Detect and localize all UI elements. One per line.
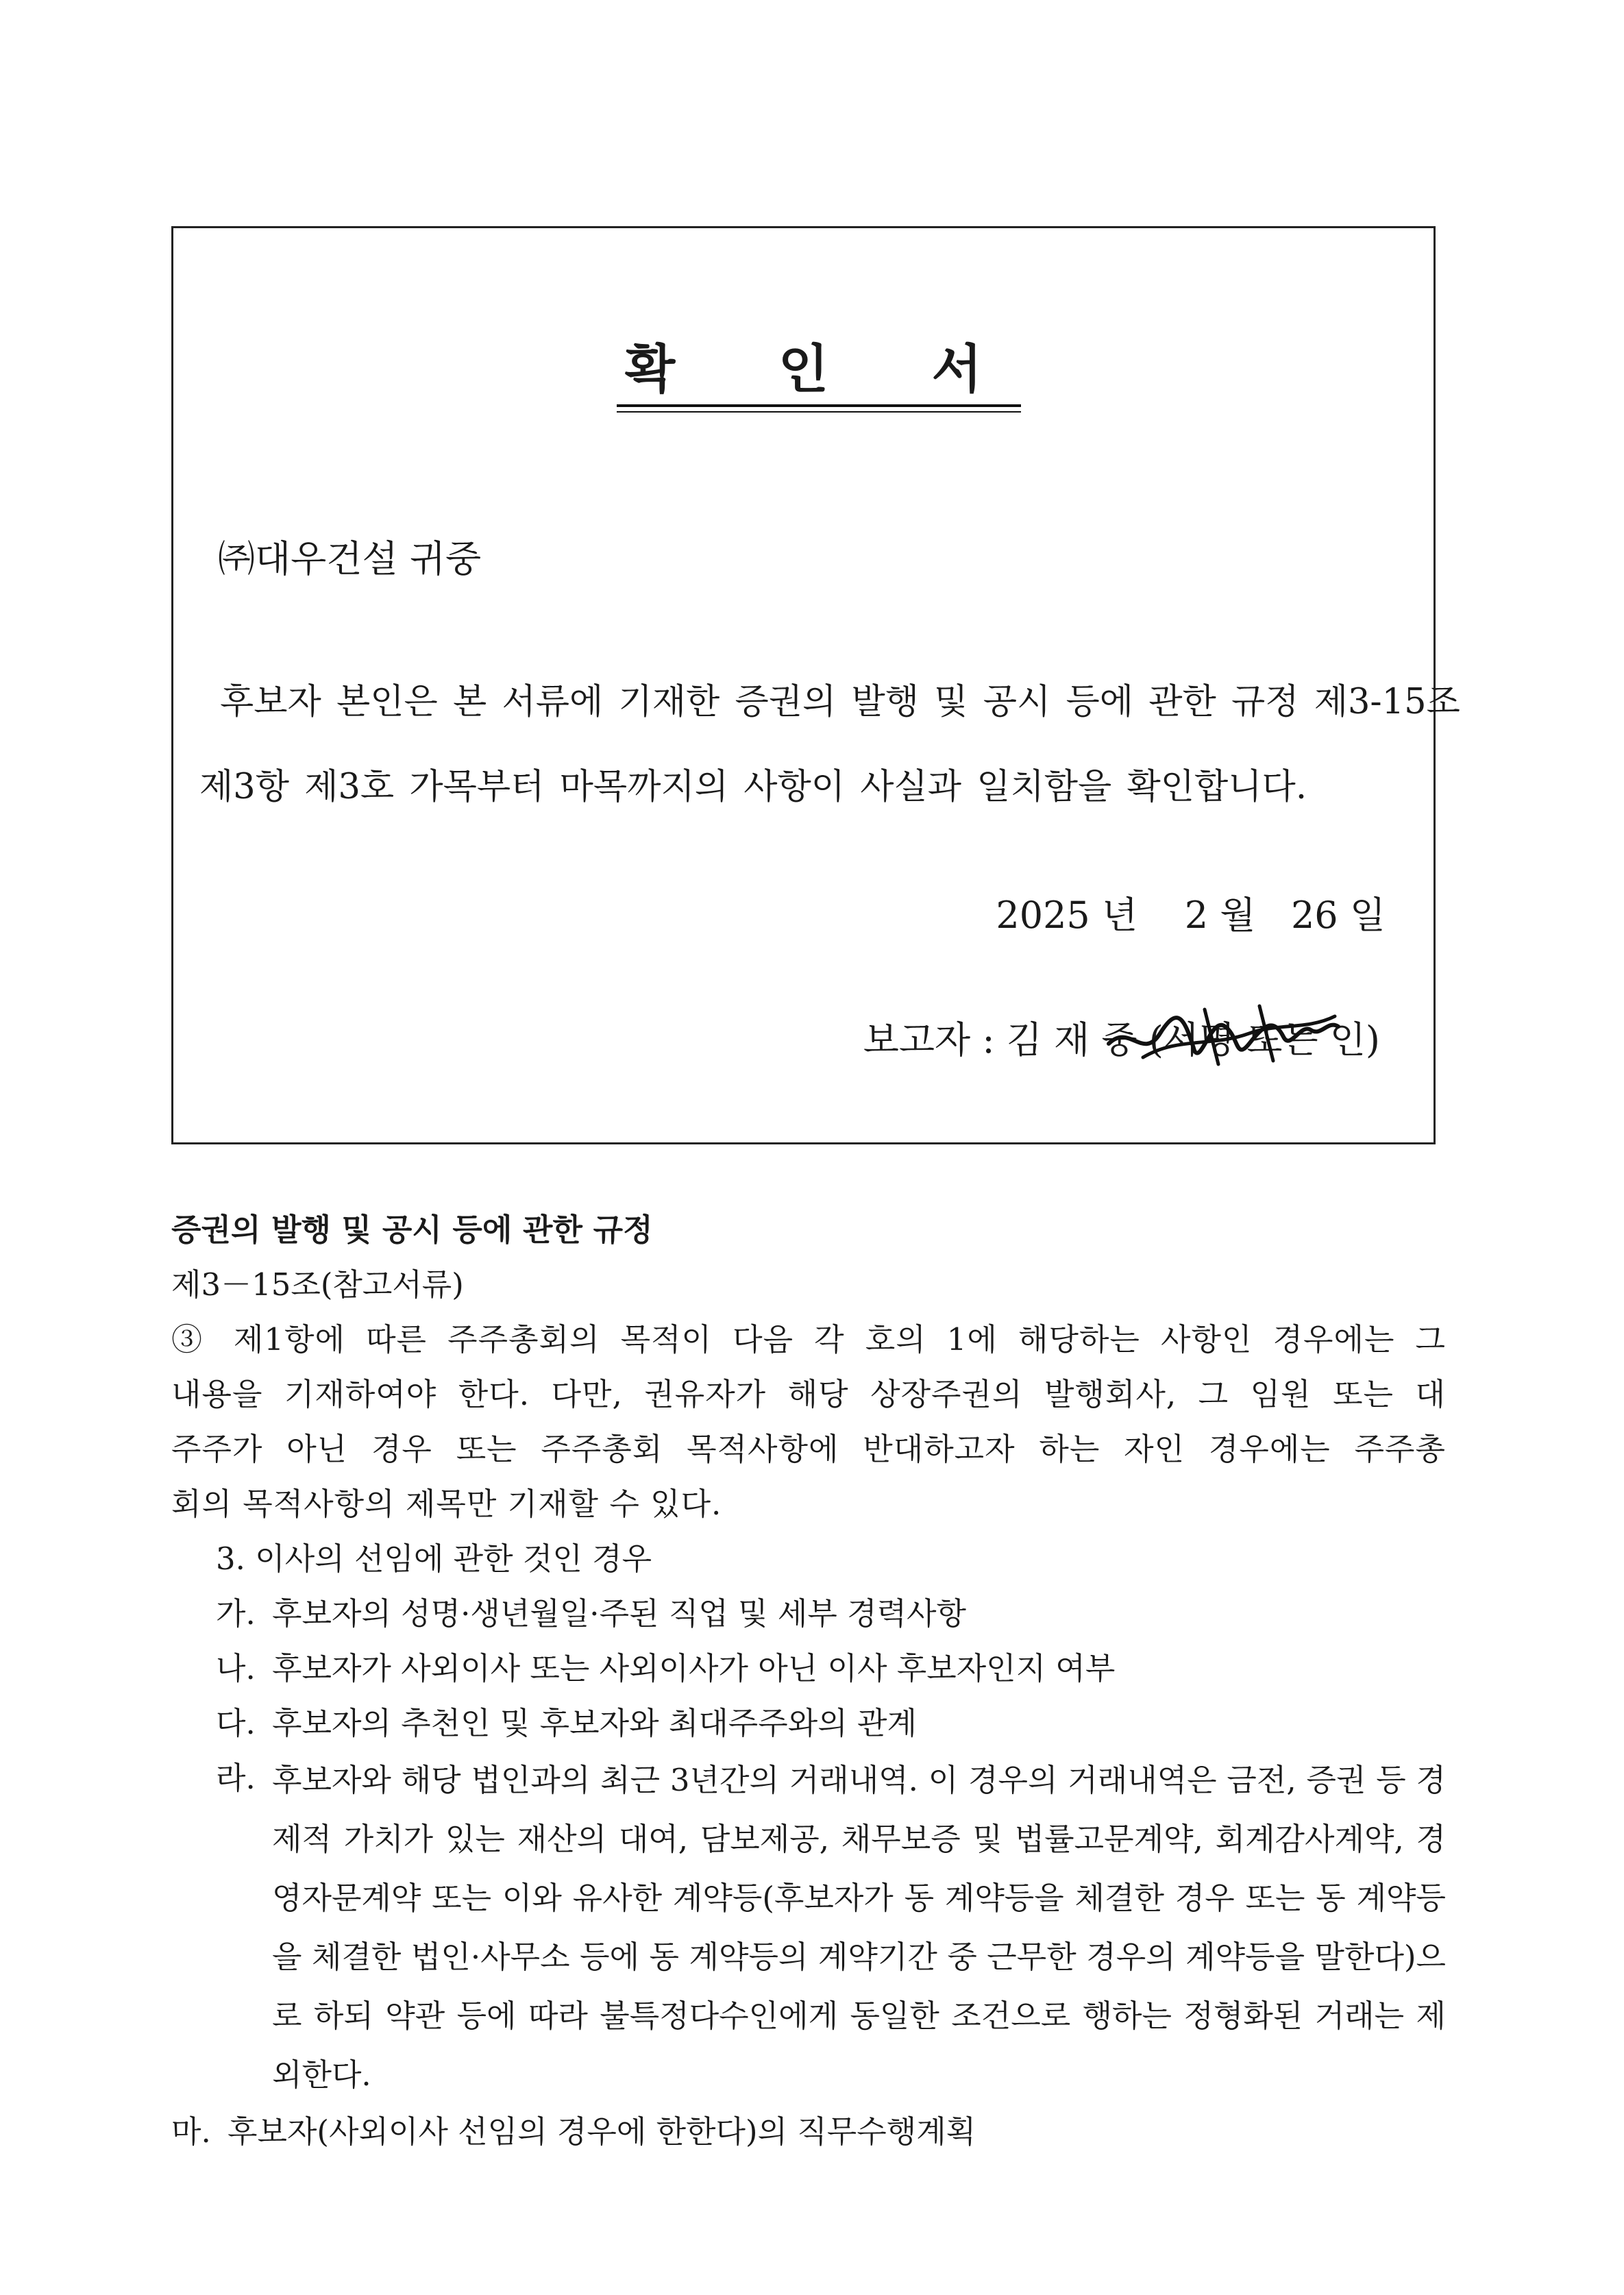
handwritten-signature [1102, 996, 1349, 1078]
sub-item-mark: 마. [171, 2113, 211, 2150]
addressee: ㈜대우건설 귀중 [218, 537, 482, 580]
sub-item-text: 후보자의 성명·생년월일·주된 직업 및 세부 경력사항 [272, 1595, 967, 1632]
sub-item-text: 후보자의 추천인 및 후보자와 최대주주와의 관계 [272, 1705, 917, 1741]
item-3: 3. 이사의 선임에 관한 것인 경우 [216, 1541, 652, 1577]
regulation-title: 증권의 발행 및 공시 등에 관한 규정 [171, 1212, 653, 1248]
sub-item-mark: 나. [216, 1650, 256, 1686]
sub-item-text: 후보자와 해당 법인과의 최근 3년간의 거래내역. 이 경우의 거래내역은 금전, 증권 등 경제적 가치가 있는 재산의 대여, 담보제공, 채무보증 및 법률고문계약, 회계감사계약, 경영자문계약 또는 이와 유사한 계약등(후보자가 동 계약등을 체결한 경우 또는 동 계약등을 체결한 법인·사무소 등에 동 계약등의 계약기간 중 근무한 경우의 계약등을 말한다)으로 하되 약관 등에 따라 불특정다수인에게 동일한 조건으로 행하는 정형화된 거래는 제외한다. [272, 1762, 1446, 2093]
regulation-excerpt [171, 1203, 1446, 2159]
paragraph-line-1: ③ 제1항에 따른 주주총회의 목적이 다음 각 호의 1에 해당하는 사항인 경우에는 그 [171, 1321, 1446, 1358]
sub-item-ra [171, 1751, 1446, 2104]
sub-item-mark: 가. [216, 1595, 256, 1632]
date-line: 2025 년 2 월 26 일 [996, 894, 1386, 937]
reporter-line: 보고자 : 김 재 중 (서명 또는 인) [863, 1018, 1380, 1061]
confirmation-box [171, 226, 1460, 1144]
document-title: 확 인 서 [624, 339, 1025, 400]
sub-item-mark: 라. [216, 1760, 256, 1796]
paragraph-line-2: 내용을 기재하여야 한다. 다만, 권유자가 해당 상장주권의 발행회사, 그 임원 또는 대 [171, 1376, 1446, 1412]
paragraph-line-3: 주주가 아닌 경우 또는 주주총회 목적사항에 반대하고자 하는 자인 경우에는 주주총 [171, 1431, 1446, 1467]
paragraph-line-4: 회의 목적사항의 제목만 기재할 수 있다. [171, 1486, 722, 1522]
title-underline-thin [617, 411, 1021, 413]
sub-item-na [171, 1641, 1446, 1696]
sub-item-ga [171, 1586, 1446, 1641]
confirmation-body [199, 660, 1460, 830]
regulation-article: 제3－15조(참고서류) [171, 1266, 464, 1303]
sub-item-text: 후보자(사외이사 선임의 경우에 한한다)의 직무수행계획 [227, 2113, 976, 2150]
sub-item-mark: 다. [216, 1705, 256, 1741]
sub-item-text: 후보자가 사외이사 또는 사외이사가 아닌 이사 후보자인지 여부 [272, 1650, 1116, 1686]
title-underline [617, 404, 1021, 407]
sub-item-da [171, 1696, 1446, 1751]
sub-item-ma [171, 2104, 1446, 2159]
confirmation-body-line-1: 후보자 본인은 본 서류에 기재한 증권의 발행 및 공시 등에 관한 규정 제3-15조 [220, 682, 1460, 722]
confirmation-body-line-2: 제3항 제3호 가목부터 마목까지의 사항이 사실과 일치함을 확인합니다. [199, 767, 1307, 807]
